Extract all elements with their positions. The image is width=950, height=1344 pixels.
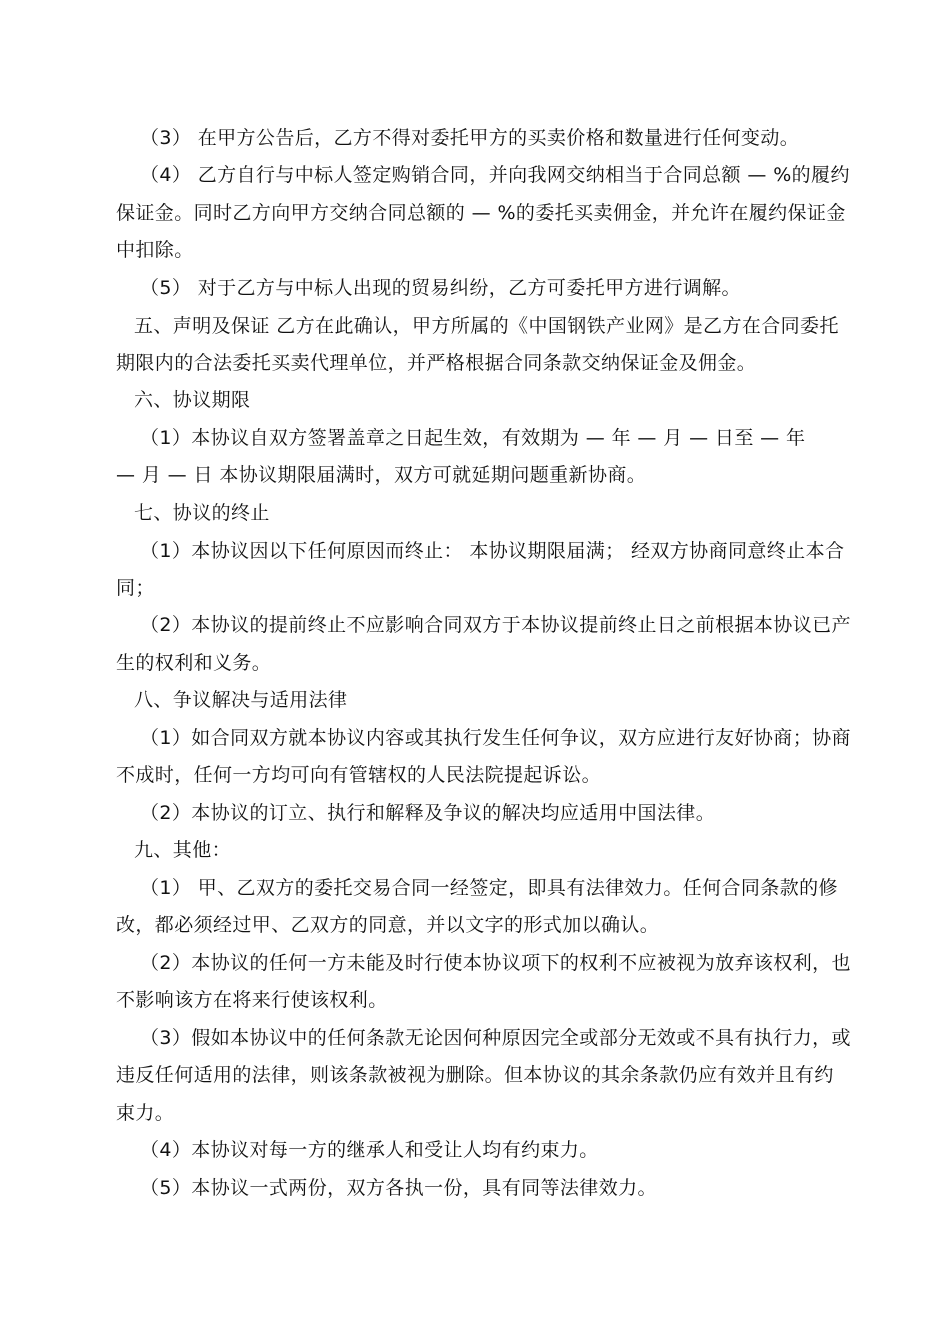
doc-line: （2）本协议的提前终止不应影响合同双方于本协议提前终止日之前根据本协议已产 bbox=[140, 614, 851, 636]
doc-line: 九、其他： bbox=[134, 839, 232, 861]
doc-line: 束力。 bbox=[116, 1102, 175, 1124]
doc-line: （3） 在甲方公告后，乙方不得对委托甲方的买卖价格和数量进行任何变动。 bbox=[140, 127, 800, 149]
doc-line: 同； bbox=[116, 577, 155, 599]
doc-line: （4） 乙方自行与中标人签定购销合同，并向我网交纳相当于合同总额 — %的履约 bbox=[140, 164, 850, 186]
doc-line: 生的权利和义务。 bbox=[116, 652, 272, 674]
doc-line: 期限内的合法委托买卖代理单位，并严格根据合同条款交纳保证金及佣金。 bbox=[116, 352, 757, 374]
doc-line: （3）假如本协议中的任何条款无论因何种原因完全或部分无效或不具有执行力，或 bbox=[140, 1027, 851, 1049]
doc-line: （5） 对于乙方与中标人出现的贸易纠纷，乙方可委托甲方进行调解。 bbox=[140, 277, 741, 299]
doc-line: 保证金。同时乙方向甲方交纳合同总额的 — %的委托买卖佣金，并允许在履约保证金 bbox=[116, 202, 846, 224]
doc-line: （5）本协议一式两份，双方各执一份，具有同等法律效力。 bbox=[140, 1177, 657, 1199]
doc-line: （1） 甲、乙双方的委托交易合同一经签定，即具有法律效力。任何合同条款的修 bbox=[140, 877, 838, 899]
doc-line: 中扣除。 bbox=[116, 239, 194, 261]
doc-line: （1）如合同双方就本协议内容或其执行发生任何争议，双方应进行友好协商；协商 bbox=[140, 727, 851, 749]
doc-line: 八、争议解决与适用法律 bbox=[134, 689, 348, 711]
doc-line: 六、协议期限 bbox=[134, 389, 251, 411]
doc-line: 改，都必须经过甲、乙双方的同意，并以文字的形式加以确认。 bbox=[116, 914, 660, 936]
doc-line: 五、声明及保证 乙方在此确认，甲方所属的《中国钢铁产业网》是乙方在合同委托 bbox=[134, 315, 839, 337]
doc-line: — 月 — 日 本协议期限届满时，双方可就延期问题重新协商。 bbox=[116, 464, 647, 486]
doc-line: （1）本协议自双方签署盖章之日起生效，有效期为 — 年 — 月 — 日至 — 年 bbox=[140, 427, 806, 449]
doc-line: 不影响该方在将来行使该权利。 bbox=[116, 989, 388, 1011]
doc-line: （1）本协议因以下任何原因而终止： 本协议期限届满； 经双方协商同意终止本合 bbox=[140, 540, 845, 562]
doc-line: （2）本协议的任何一方未能及时行使本协议项下的权利不应被视为放弃该权利，也 bbox=[140, 952, 851, 974]
doc-line: 违反任何适用的法律，则该条款被视为删除。但本协议的其余条款仍应有效并且有约 bbox=[116, 1064, 834, 1086]
doc-line: 不成时，任何一方均可向有管辖权的人民法院提起诉讼。 bbox=[116, 764, 602, 786]
doc-line: （4）本协议对每一方的继承人和受让人均有约束力。 bbox=[140, 1139, 599, 1161]
doc-line: 七、协议的终止 bbox=[134, 502, 270, 524]
doc-line: （2）本协议的订立、执行和解释及争议的解决均应适用中国法律。 bbox=[140, 802, 716, 824]
